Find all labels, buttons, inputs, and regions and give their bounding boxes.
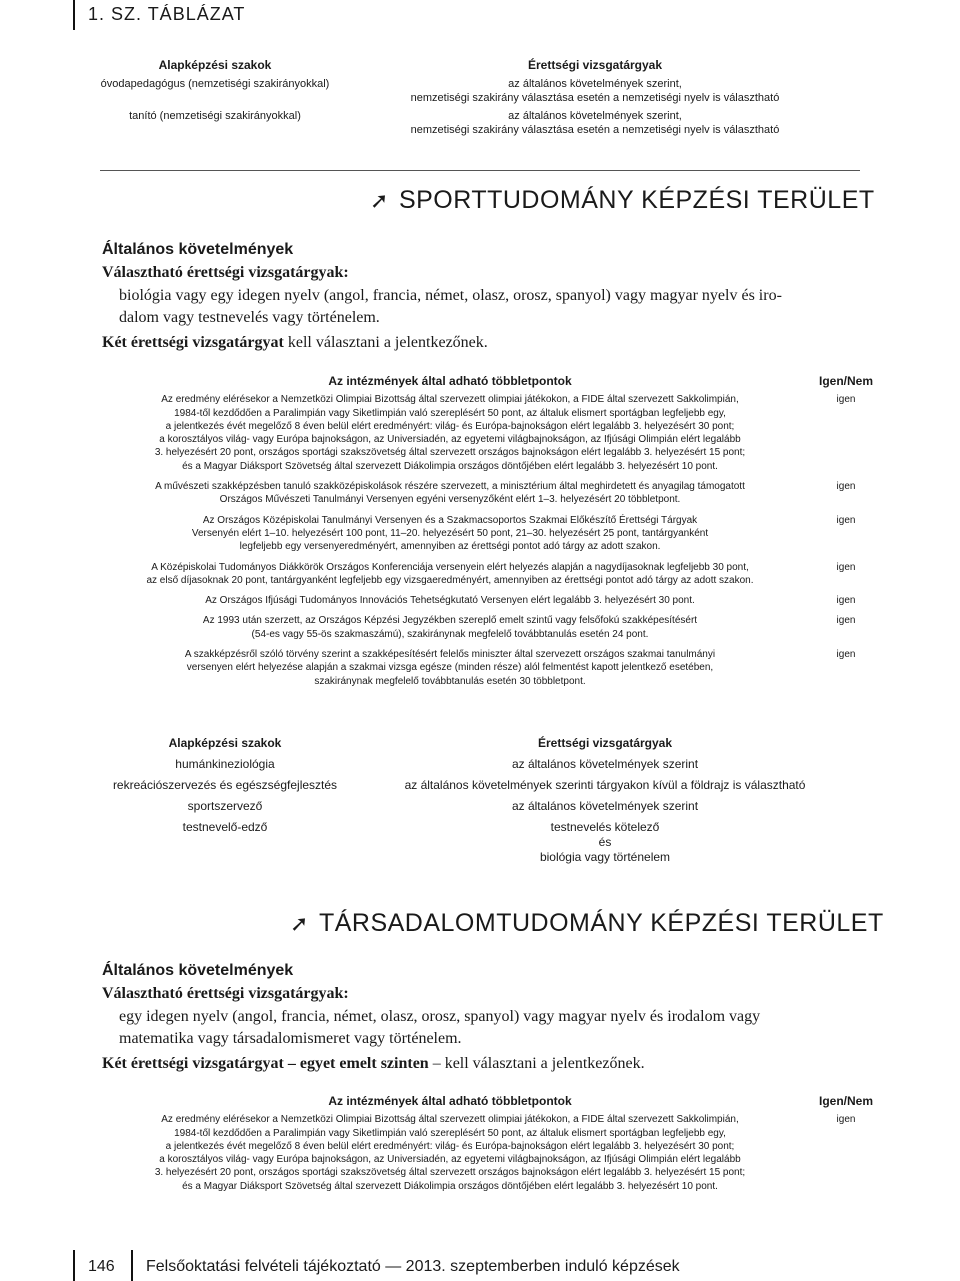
bonus-text xyxy=(100,594,800,607)
bonus-text-line: Az Országos Ifjúsági Tudományos Innovációs Tehetségkutató Versenyen elért legalább 3. helyezésért 30 pont. xyxy=(205,595,695,607)
choose-rest: kell választani a jelentkezőnek. xyxy=(283,334,488,351)
subjects-line: egy idegen nyelv (angol, francia, német, olasz, orosz, spanyol) vagy magyar nyelv és irodalom vagy xyxy=(119,1008,761,1025)
bonus-text-line: a korosztályos világ- vagy Európa bajnokságon, az Universiadén, az egyetemi világbajnokságon, az Ifjúsági Olimpián elért legalább xyxy=(159,434,741,446)
table1-header xyxy=(100,58,860,72)
bonus-text-line: 1984-től kezdődően a Paralimpián vagy Siketlimpián való szereplésért 50 pont, az általuk elismert sportágban legfeljebb egy, xyxy=(174,1127,726,1139)
choose-text xyxy=(102,1053,892,1075)
divider xyxy=(100,170,860,171)
arrow-up-right-icon: ➚ xyxy=(290,911,309,936)
table2-req-line: és xyxy=(598,835,612,849)
bonus-text xyxy=(100,561,800,588)
subjects-line: biológia vagy egy idegen nyelv (angol, francia, német, olasz, orosz, spanyol) vagy magyar nyelv és iro- xyxy=(119,287,782,304)
bonus-answer: igen xyxy=(836,649,856,661)
bonus-answer: igen xyxy=(836,615,856,627)
table1-col1-header: Alapképzési szakok xyxy=(158,58,272,72)
table1 xyxy=(100,58,860,137)
table1-req xyxy=(330,109,860,137)
section-title-sport xyxy=(370,186,875,215)
bonus-answer: igen xyxy=(836,561,856,573)
table2-major: testnevelő-edző xyxy=(182,820,268,834)
bonus-text-line: Országos Művészeti Tanulmányi Versenyen egyéni versenyzőként elért 1–3. helyezésért 20 többletpont. xyxy=(219,494,681,506)
table1-req xyxy=(330,77,860,105)
bonus-text-line: A Középiskolai Tudományos Diákkörök Országos Konferenciája versenyein elért helyezés alapján a nagydíjasoknak legfeljebb 30 pont, xyxy=(151,561,749,573)
table2-col1-header: Alapképzési szakok xyxy=(168,736,282,750)
bonus-row xyxy=(100,480,892,507)
bonus-answer: igen xyxy=(836,394,856,406)
bonus-items xyxy=(100,1113,892,1193)
elective-label: Választható érettségi vizsgatárgyak: xyxy=(102,985,349,1002)
section-title-text: SPORTTUDOMÁNY KÉPZÉSI TERÜLET xyxy=(398,186,875,214)
table2-req-line: az általános követelmények szerinti tárgyakon kívül a földrajz is választható xyxy=(404,778,806,792)
table2-req-line: az általános követelmények szerint xyxy=(511,757,699,771)
table-row xyxy=(100,757,860,772)
table-row xyxy=(100,77,860,105)
bonus-text-line: Az eredmény elérésekor a Nemzetközi Olimpiai Bizottság által szervezett olimpiai játékokon, a FIDE által szervezett Sakkolimpián, xyxy=(161,394,739,406)
footer-rule xyxy=(73,1250,75,1281)
bonus-row xyxy=(100,648,892,688)
section-title-social xyxy=(290,909,884,938)
bonus-row xyxy=(100,393,892,473)
bonus-header xyxy=(100,1095,892,1108)
table1-major: tanító (nemzetiségi szakirányokkal) xyxy=(129,110,301,122)
elective-label: Választható érettségi vizsgatárgyak: xyxy=(102,264,349,281)
table2-major: sportszervező xyxy=(187,799,263,813)
table2-major: rekreációszervezés és egészségfejlesztés xyxy=(112,778,338,792)
table-row xyxy=(100,778,860,793)
bonus-answer: igen xyxy=(836,514,856,526)
table2-req-line: az általános követelmények szerint xyxy=(511,799,699,813)
bonus-text-line: A szakképzésről szóló törvény szerint a szakképesítésért felelős miniszter által szervezett országos szakmai tanulmányi xyxy=(184,649,716,661)
bonus-table-1 xyxy=(100,375,892,695)
subjects-line: matematika vagy társadalomismeret vagy történelem. xyxy=(119,1030,462,1047)
bonus-text-line: versenyen elért helyezése alapján a szakmai vizsga egésze (minden része) alól felmentést kapott jelentkező esetében, xyxy=(186,662,714,674)
bonus-text-line: 3. helyezésért 20 pont, országos sportági szakszövetség által szervezett országos bajnokságon elért legalább 3. helyezésért 15 pont; xyxy=(154,447,746,459)
table2-header xyxy=(100,736,860,751)
bonus-text-line: a korosztályos világ- vagy Európa bajnokságon, az Universiadén, az egyetemi világbajnokságon, az Ifjúsági Olimpián elért legalább xyxy=(159,1154,741,1166)
table2-req-line: testnevelés kötelező xyxy=(550,820,660,834)
table1-req-line: az általános követelmények szerint, xyxy=(508,78,682,90)
bonus-col2-header: Igen/Nem xyxy=(818,374,873,388)
choose-bold: Két érettségi vizsgatárgyat xyxy=(102,334,284,351)
bonus-text xyxy=(100,480,800,507)
table-row xyxy=(100,799,860,814)
bonus-text-line: Az 1993 után szerzett, az Országos Képzési Jegyzékben szereplő emelt szintű vagy felsőfokú szakképesítésért xyxy=(202,615,698,627)
bonus-answer: igen xyxy=(836,595,856,607)
choose-text xyxy=(102,332,892,354)
bonus-text xyxy=(100,1113,800,1193)
bonus-text-line: legfeljebb egy versenyeredményért, amennyiben az érettségi pontot adó tárgy az adott szakon. xyxy=(239,541,661,553)
bonus-answer: igen xyxy=(836,1114,856,1126)
bonus-text-line: Az eredmény elérésekor a Nemzetközi Olimpiai Bizottság által szervezett olimpiai játékokon, a FIDE által szervezett Sakkolimpián, xyxy=(161,1114,739,1126)
bonus-text-line: Az Országos Középiskolai Tanulmányi Versenyen és a Szakmacsoportos Szakmai Előkészítő Érettségi Tárgyak xyxy=(202,514,698,526)
bonus-text-line: és a Magyar Diáksport Szövetség által szervezett Diákolimpia országos döntőjében elért legalább 3. helyezésért 10 pont. xyxy=(182,460,718,472)
bonus-text-line: az első díjasoknak 20 pont, tantárgyanként legfeljebb egy vizsgaeredményért, amennyiben az érettségi pontot adó tárgy az adott szakon. xyxy=(146,574,754,586)
bonus-row xyxy=(100,1113,892,1193)
section-title-text: TÁRSADALOMTUDOMÁNY KÉPZÉSI TERÜLET xyxy=(318,909,884,937)
table2-req-line: biológia vagy történelem xyxy=(539,850,671,864)
bonus-col2-header: Igen/Nem xyxy=(818,1094,873,1108)
bonus-row xyxy=(100,514,892,554)
table1-major: óvodapedagógus (nemzetiségi szakirányokkal) xyxy=(100,78,330,90)
table2-req xyxy=(350,757,860,772)
arrow-up-right-icon: ➚ xyxy=(370,188,389,213)
table2-col2-header: Érettségi vizsgatárgyak xyxy=(537,736,673,750)
bonus-text xyxy=(100,514,800,554)
general-requirements-title: Általános követelmények xyxy=(102,962,294,979)
table2 xyxy=(100,736,860,865)
footer-divider xyxy=(131,1250,133,1281)
bonus-text xyxy=(100,614,800,641)
subjects-line: dalom vagy testnevelés vagy történelem. xyxy=(119,309,380,326)
bonus-answer: igen xyxy=(836,481,856,493)
bonus-text xyxy=(100,393,800,473)
bonus-items xyxy=(100,393,892,688)
bonus-text-line: (54-es vagy 55-ös szakmaszámú), szakiránynak megfelelő továbbtanulás esetén 24 pont. xyxy=(251,628,649,640)
table-row xyxy=(100,820,860,865)
table1-req-line: az általános követelmények szerint, xyxy=(508,110,682,122)
bonus-text-line: szakiránynak megfelelő továbbtanulás esetén 30 többletpont. xyxy=(314,675,586,687)
page-number: 146 xyxy=(88,1258,115,1275)
table1-req-line: nemzetiségi szakirány választása esetén a nemzetiségi nyelv is választható xyxy=(410,92,780,104)
table2-req xyxy=(350,820,860,865)
bonus-header xyxy=(100,375,892,388)
bonus-text-line: 3. helyezésért 20 pont, országos sportági szakszövetség által szervezett országos bajnokságon elért legalább 3. helyezésért 15 pont; xyxy=(154,1167,746,1179)
footer-text: Felsőoktatási felvételi tájékoztató — 2013. szeptemberben induló képzések xyxy=(146,1258,680,1275)
table-row xyxy=(100,109,860,137)
table1-col2-header: Érettségi vizsgatárgyak xyxy=(527,58,663,72)
page-header-title: 1. SZ. TÁBLÁZAT xyxy=(88,4,246,24)
table2-req xyxy=(350,799,860,814)
bonus-text-line: 1984-től kezdődően a Paralimpián vagy Siketlimpián való szereplésért 50 pont, az általuk elismert sportágban legfeljebb egy, xyxy=(174,407,726,419)
bonus-text-line: a jelentkezés évét megelőző 8 éven belül elért eredményért: világ- és Európa-bajnokságon elért legalább 3. helyezésért 30 pont; xyxy=(165,420,735,432)
bonus-text-line: A művészeti szakképzésben tanuló szakközépiskolások részére szervezett, a minisztérium által meghirdetett és anyagilag támogatott xyxy=(155,481,745,493)
bonus-text-line: a jelentkezés évét megelőző 8 éven belül elért eredményért: világ- és Európa-bajnokságon elért legalább 3. helyezésért 30 pont; xyxy=(165,1140,735,1152)
bonus-text xyxy=(100,648,800,688)
bonus-table-2 xyxy=(100,1095,892,1200)
header-rule xyxy=(73,0,75,30)
choose-rest: – kell választani a jelentkezőnek. xyxy=(428,1055,645,1072)
bonus-text-line: Versenyén elért 1–10. helyezésért 100 pont, 11–20. helyezésért 50 pont, 21–30. helyezésért 25 pont, tantárgyanként xyxy=(191,527,709,539)
bonus-col1-header: Az intézmények által adható többletpontok xyxy=(328,1094,572,1108)
choose-bold: Két érettségi vizsgatárgyat – egyet emelt szinten xyxy=(102,1055,429,1072)
table2-major: humánkineziológia xyxy=(175,757,275,771)
general-requirements-title: Általános követelmények xyxy=(102,241,294,258)
bonus-row xyxy=(100,594,892,607)
bonus-col1-header: Az intézmények által adható többletpontok xyxy=(328,374,572,388)
table1-req-line: nemzetiségi szakirány választása esetén a nemzetiségi nyelv is választható xyxy=(410,124,780,136)
bonus-row xyxy=(100,561,892,588)
bonus-text-line: és a Magyar Diáksport Szövetség által szervezett Diákolimpia országos döntőjében elért legalább 3. helyezésért 10 pont. xyxy=(182,1180,718,1192)
subjects-text xyxy=(119,285,899,329)
subjects-text xyxy=(119,1006,899,1050)
table2-rows xyxy=(100,757,860,865)
bonus-row xyxy=(100,614,892,641)
table2-req xyxy=(350,778,860,793)
